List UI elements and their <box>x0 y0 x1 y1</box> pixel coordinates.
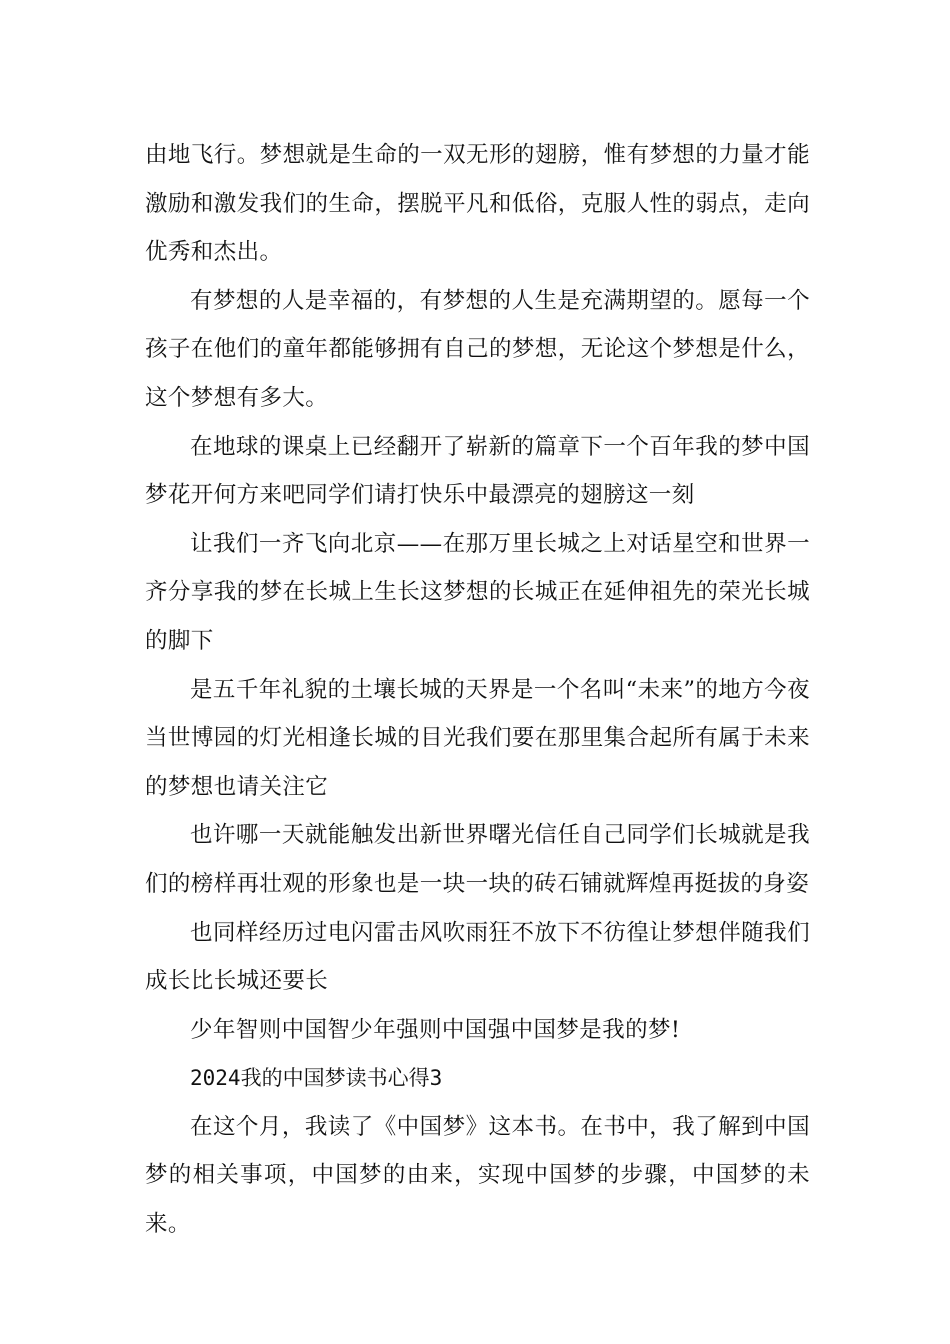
section-heading: 2024我的中国梦读书心得3 <box>190 1066 443 1091</box>
paragraph-1: 由地飞行。梦想就是生命的一双无形的翅膀，惟有梦想的力量才能激励和激发我们的生命，摆脱平凡和低俗，克服人性的弱点，走向优秀和杰出。 <box>145 142 810 266</box>
paragraph-2: 有梦想的人是幸福的，有梦想的人生是充满期望的。愿每一个孩子在他们的童年都能够拥有自己的梦想，无论这个梦想是什么，这个梦想有多大。 <box>145 287 810 411</box>
closing-paragraph: 在这个月，我读了《中国梦》这本书。在书中，我了解到中国梦的相关事项，中国梦的由来，实现中国梦的步骤，中国梦的未来。 <box>145 1113 810 1238</box>
paragraph-4: 让我们一齐飞向北京——在那万里长城之上对话星空和世界一齐分享我的梦在长城上生长这梦想的长城正在延伸祖先的荣光长城的脚下 <box>145 530 810 654</box>
paragraph-8: 少年智则中国智少年强则中国强中国梦是我的梦! <box>190 1016 681 1043</box>
paragraph-7: 也同样经历过电闪雷击风吹雨狂不放下不彷徨让梦想伴随我们成长比长城还要长 <box>145 919 810 995</box>
paragraph-3: 在地球的课桌上已经翻开了崭新的篇章下一个百年我的梦中国梦花开何方来吧同学们请打快乐中最漂亮的翅膀这一刻 <box>145 433 810 509</box>
paragraph-5: 是五千年礼貌的土壤长城的天界是一个名叫“未来”的地方今夜当世博园的灯光相逢长城的目光我们要在那里集合起所有属于未来的梦想也请关注它 <box>145 676 810 800</box>
paragraph-6: 也许哪一天就能触发出新世界曙光信任自己同学们长城就是我们的榜样再壮观的形象也是一块一块的砖石铺就辉煌再挺拔的身姿 <box>145 822 810 897</box>
document-body <box>145 131 810 1249</box>
